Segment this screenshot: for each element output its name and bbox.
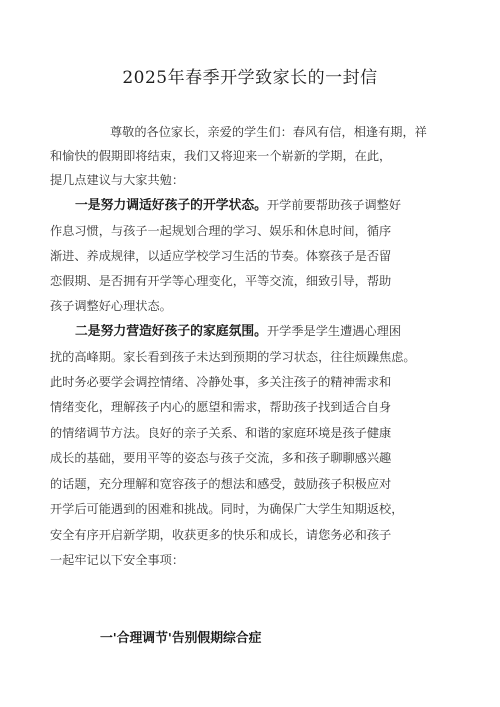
section-2-line: 的话题，充分理解和宽容孩子的想法和感受，鼓励孩子积极应对 (50, 477, 392, 491)
section-2-first-line (75, 324, 460, 339)
section-2-line: 扰的高峰期。家长看到孩子未达到预期的学习状态，往往烦躁焦虑。 (50, 350, 416, 364)
section-2-line: 安全有序开启新学期，收获更多的快乐和成长，请您务必和孩子 (50, 528, 392, 542)
intro-line: 尊敬的各位家长，亲爱的学生们：春风有信，相逢有期，祥 (110, 125, 427, 139)
section-2-line: 一起牢记以下安全事项： (50, 553, 185, 567)
section-1-line: 恋假期、是否拥有开学等心理变化，平等交流，细致引导，帮助 (50, 274, 392, 288)
section-2-line: 此时务必要学会调控情绪、冷静处事，多关注孩子的精神需求和 (50, 375, 392, 389)
section-2-text: 开学季是学生遭遇心理困 (266, 324, 402, 338)
section-1-line: 渐进、养成规律，以适应学校学习生活的节奏。体察孩子是否留 (50, 249, 392, 263)
intro-line: 和愉快的假期即将结束，我们又将迎来一个崭新的学期，在此， (50, 149, 392, 163)
section-2-line: 开学后可能遇到的困难和挑战。同时，为确保广大学生知期返校， (50, 502, 404, 516)
intro-line: 提几点建议与大家共勉： (50, 173, 185, 187)
page-title: 2025年春季开学致家长的一封信 (122, 68, 378, 88)
section-2-line: 的情绪调节方法。良好的亲子关系、和谐的家庭环境是孩子健康 (50, 426, 392, 440)
section-subheading: 一'合理调节'告别假期综合症 (100, 631, 262, 646)
section-1-text: 开学前要帮助孩子调整好 (266, 198, 402, 212)
section-1-first-line (75, 198, 460, 213)
section-2-heading: 二是努力营造好孩子的家庭氛围。 (75, 324, 267, 339)
section-1-line: 作息习惯，与孩子一起规划合理的学习、娱乐和休息时间，循序 (50, 224, 392, 238)
section-2-line: 成长的基础，要用平等的姿态与孩子交流，多和孩子聊聊感兴趣 (50, 451, 392, 465)
section-1-heading: 一是努力调适好孩子的开学状态。 (75, 198, 267, 213)
section-2-line: 情绪变化，理解孩子内心的愿望和需求，帮助孩子找到适合自身 (50, 400, 392, 414)
section-1-line: 孩子调整好心理状态。 (50, 299, 172, 313)
